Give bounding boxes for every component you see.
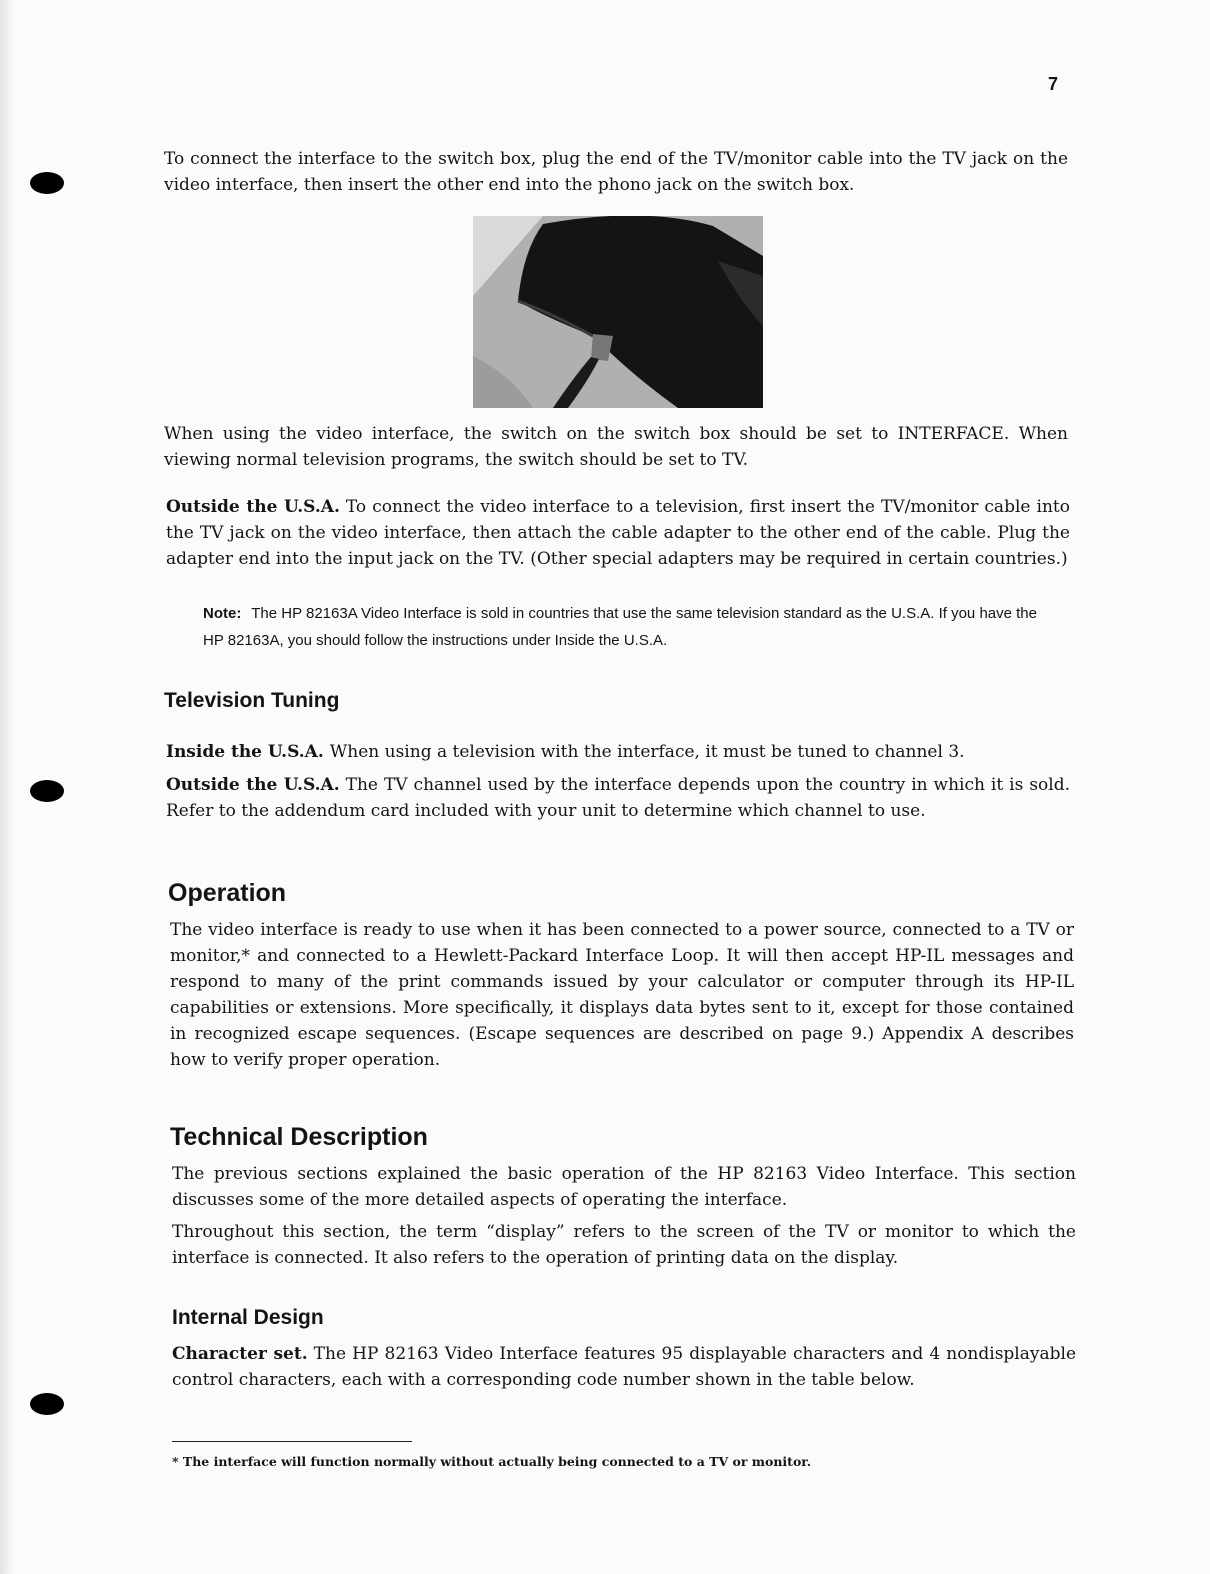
switch-paragraph: When using the video interface, the switch on the switch box should be set to INTERFACE. When viewing normal television programs, the switch should be set to TV.	[164, 424, 1068, 470]
note-text: The HP 82163A Video Interface is sold in countries that use the same television standard as the U.S.A. If you have the HP 82163A, you should follow the instructions under Inside the U.S.A.	[203, 605, 1037, 649]
inside-usa-paragraph	[166, 739, 1070, 765]
cable-photo-graphic	[473, 216, 763, 408]
operation-paragraph: The video interface is ready to use when it has been connected to a power source, connected to a TV or monitor,* and connected to a Hewlett-Packard Interface Loop. It will then accept HP-IL messages and respond to many of the print commands issued by your calculator or computer through its HP-IL capabilities or extensions. More specifically, it displays data bytes sent to it, except for those contained in recognized escape sequences. (Escape sequences are described on page 9.) Appendix A describes how to verify proper operation.	[170, 920, 1074, 1070]
switch-box-photo	[473, 216, 763, 408]
inside-usa-text: When using a television with the interface, it must be tuned to channel 3.	[329, 742, 965, 762]
punch-hole	[30, 172, 64, 194]
outside-connect-text: To connect the video interface to a television, first insert the TV/monitor cable into the TV jack on the video interface, then attach the cable adapter to the other end of the cable. Plug the adapter end into the input jack on the TV. (Other special adapters may be required in certain countries.)	[166, 497, 1070, 569]
note-paragraph	[203, 600, 1043, 654]
technical-paragraph-1: The previous sections explained the basic operation of the HP 82163 Video Interface. This section discusses some of the more detailed aspects of operating the interface.	[172, 1164, 1076, 1210]
character-set-lead: Character set.	[172, 1344, 308, 1364]
technical-paragraph-2: Throughout this section, the term “display” refers to the screen of the TV or monitor to which the interface is connected. It also refers to the operation of printing data on the display.	[172, 1222, 1076, 1268]
internal-design-heading: Internal Design	[172, 1306, 324, 1329]
note-lead: Note:	[203, 605, 242, 622]
tv-tuning-heading: Television Tuning	[164, 689, 340, 712]
inside-usa-lead: Inside the U.S.A.	[166, 742, 324, 762]
character-set-text: The HP 82163 Video Interface features 95 displayable characters and 4 nondisplayable control characters, each with a corresponding code number shown in the table below.	[172, 1344, 1076, 1390]
punch-hole	[30, 780, 64, 802]
technical-description-heading: Technical Description	[170, 1123, 428, 1151]
outside-usa-lead: Outside the U.S.A.	[166, 775, 340, 795]
intro-paragraph: To connect the interface to the switch box, plug the end of the TV/monitor cable into the TV jack on the video interface, then insert the other end into the phono jack on the switch box.	[164, 149, 1068, 195]
outside-connect-paragraph	[166, 494, 1070, 572]
footnote: * The interface will function normally without actually being connected to a TV or monitor.	[172, 1454, 812, 1469]
character-set-paragraph	[172, 1341, 1076, 1393]
outside-usa-text: The TV channel used by the interface depends upon the country in which it is sold. Refer to the addendum card included with your unit to determine which channel to use.	[166, 775, 1070, 821]
outside-connect-lead: Outside the U.S.A.	[166, 497, 340, 517]
punch-hole	[30, 1393, 64, 1415]
outside-usa-paragraph	[166, 772, 1070, 824]
operation-heading: Operation	[168, 879, 287, 907]
footnote-rule	[172, 1441, 412, 1442]
binder-edge	[0, 0, 14, 1574]
page-number: 7	[1048, 74, 1059, 94]
